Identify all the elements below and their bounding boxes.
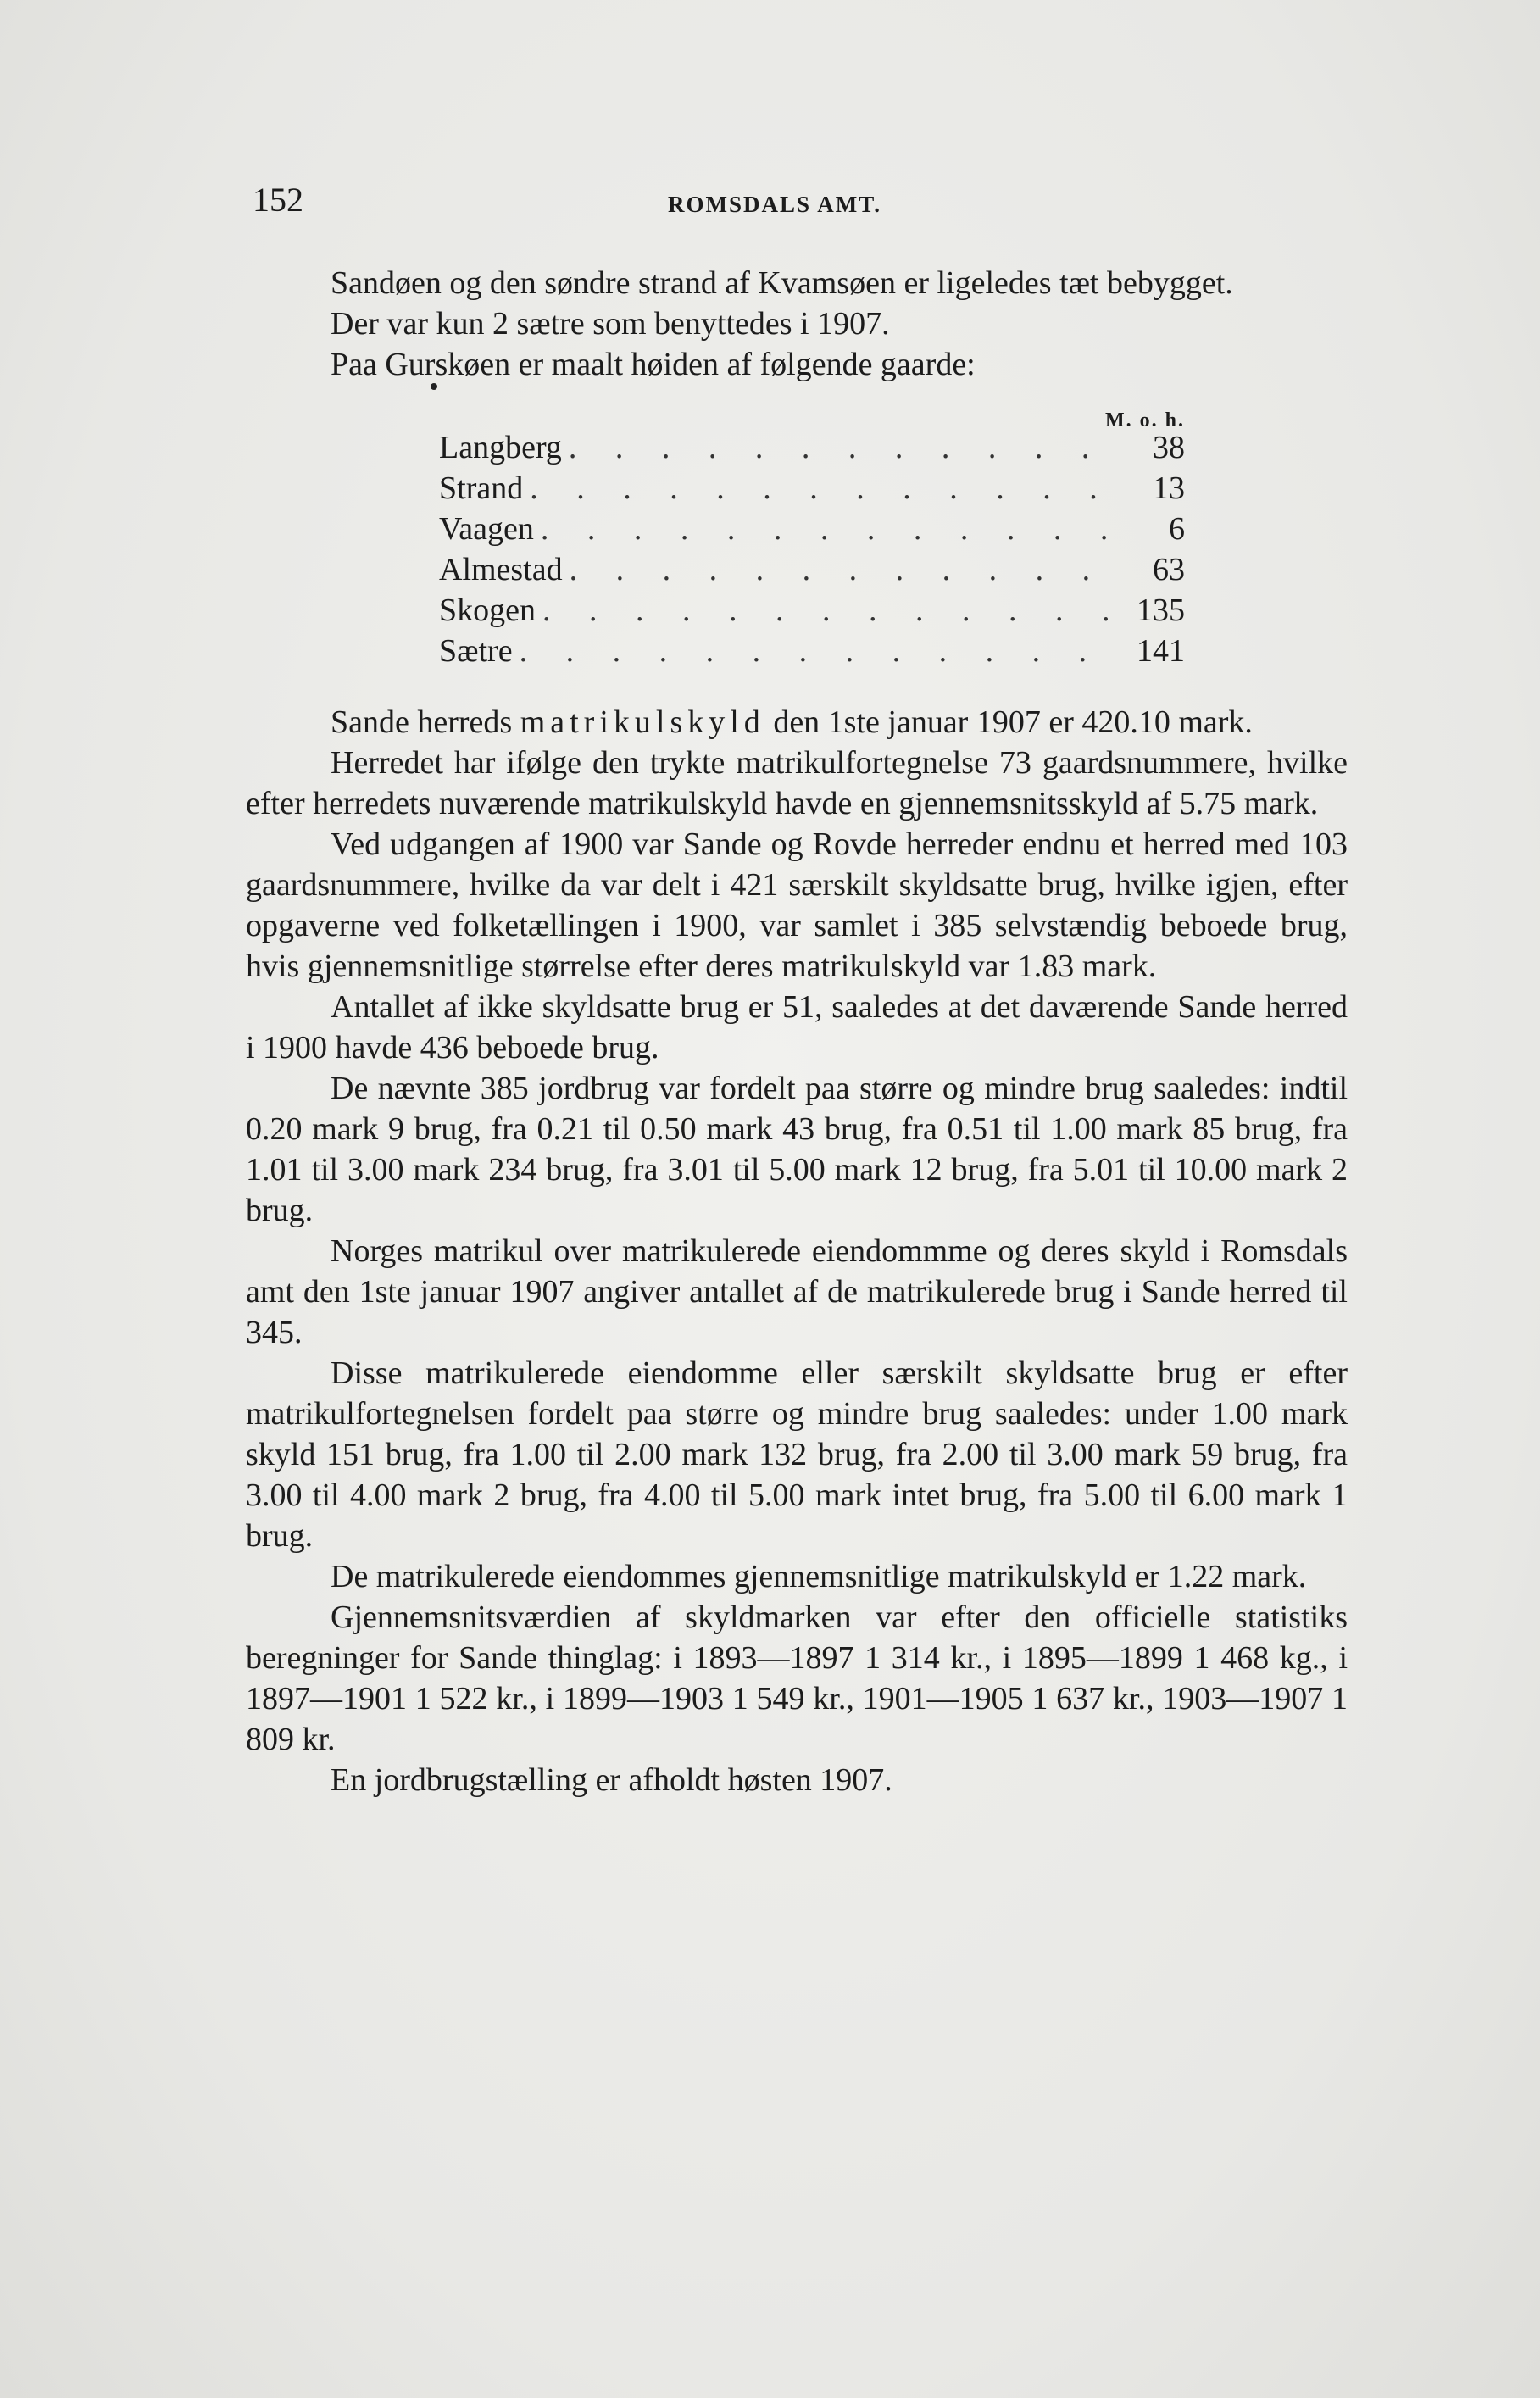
paragraph: Herredet har ifølge den trykte matrikulfortegnelse 73 gaardsnummere, hvilke efter herredets nuværende matrikulskyld havde en gjennemsnitsskyld af 5.75 mark. <box>246 745 1348 821</box>
page-number: 152 <box>253 181 303 219</box>
paragraph-gurskoen: Paa Gurskøen er maalt høiden af følgende gaarde: <box>331 347 976 382</box>
leader-dots <box>534 509 1117 549</box>
farm-height: 13 <box>1153 470 1185 506</box>
table-row <box>439 549 1185 590</box>
table-row <box>439 631 1185 671</box>
heights-table <box>439 400 1185 671</box>
leader-dots <box>562 427 1117 468</box>
paragraph: En jordbrugstælling er afholdt høsten 1907. <box>331 1762 892 1798</box>
farm-name: Sætre <box>439 633 513 669</box>
farm-name: Strand <box>439 470 524 506</box>
paragraph: De nævnte 385 jordbrug var fordelt paa større og mindre brug saaledes: indtil 0.20 mark 9 brug, fra 0.21 til 0.50 mark 43 brug, fra 0.51 til 1.00 mark 85 brug, fra 1.01 til 3.00 mark 234 brug, fra 3.01 til 5.00 mark 12 brug, fra 5.01 til 10.00 mark 2 brug. <box>246 1071 1348 1228</box>
table-row <box>439 468 1185 509</box>
table-row <box>439 427 1185 468</box>
matrikulskyld-before: Sande herreds <box>331 704 513 740</box>
paragraph: Gjennemsnitsværdien af skyldmarken var efter den officielle statistiks beregninger for Sande thinglag: i 1893—1897 1 314 kr., i 1895—1899 1 468 kg., i 1897—1901 1 522 kr., i 1899—1903 1 549 kr., 1901—1905 1 637 kr., 1903—1907 1 809 kr. <box>246 1600 1348 1757</box>
leader-dots <box>513 631 1117 671</box>
farm-height: 141 <box>1137 633 1185 669</box>
farm-name: Vaagen <box>439 511 534 547</box>
paragraph: Antallet af ikke skyldsatte brug er 51, saaledes at det daværende Sande herred i 1900 havde 436 beboede brug. <box>246 989 1348 1065</box>
farm-height: 63 <box>1153 552 1185 587</box>
page-header <box>253 180 1354 231</box>
table-row <box>439 590 1185 631</box>
farm-name: Langberg <box>439 430 562 465</box>
table-row <box>439 509 1185 549</box>
leader-dots <box>536 590 1117 631</box>
paragraph-sandoen: Sandøen og den søndre strand af Kvamsøen er ligeledes tæt bebygget. <box>331 265 1233 301</box>
farm-height: 38 <box>1153 430 1185 465</box>
table-unit-header: M. o. h. <box>1105 409 1185 431</box>
paragraph: De matrikulerede eiendommes gjennemsnitlige matrikulskyld er 1.22 mark. <box>331 1559 1307 1594</box>
leader-dots <box>563 549 1117 590</box>
paragraph: Ved udgangen af 1900 var Sande og Rovde herreder endnu et herred med 103 gaardsnummere, hvilke da var delt i 421 særskilt skyldsatte brug, hvilke igjen, efter opgaverne ved folketællingen i 1900, var samlet i 385 selvstændig beboede brug, hvis gjennemsnitlige størrelse efter deres matrikulskyld var 1.83 mark. <box>246 826 1348 984</box>
paragraph: Norges matrikul over matrikulerede eiendommme og deres skyld i Romsdals amt den 1ste januar 1907 angiver antallet af de matrikulerede brug i Sande herred til 345. <box>246 1233 1348 1350</box>
farm-name: Almestad <box>439 552 563 587</box>
matrikulskyld-spaced-term: matrikulskyld <box>520 704 765 740</box>
matrikulskyld-after: den 1ste januar 1907 er 420.10 mark. <box>773 704 1253 740</box>
farm-name: Skogen <box>439 593 536 628</box>
leader-dots <box>523 468 1117 509</box>
farm-height: 135 <box>1137 593 1185 628</box>
paragraph: Disse matrikulerede eiendomme eller særskilt skyldsatte brug er efter matrikulfortegnelsen fordelt paa større og mindre brug saaledes: under 1.00 mark skyld 151 brug, fra 1.00 til 2.00 mark 132 brug, fra 2.00 til 3.00 mark 59 brug, fra 3.00 til 4.00 mark 2 brug, fra 4.00 til 5.00 mark intet brug, fra 5.00 til 6.00 mark 1 brug. <box>246 1355 1348 1554</box>
print-speck <box>431 383 437 390</box>
running-head: ROMSDALS AMT. <box>668 192 882 217</box>
farm-height: 6 <box>1169 511 1185 547</box>
paragraph-matrikulskyld <box>246 702 1348 743</box>
paragraph-saetre: Der var kun 2 sætre som benyttedes i 1907. <box>331 306 890 342</box>
body-text <box>246 263 1348 1800</box>
